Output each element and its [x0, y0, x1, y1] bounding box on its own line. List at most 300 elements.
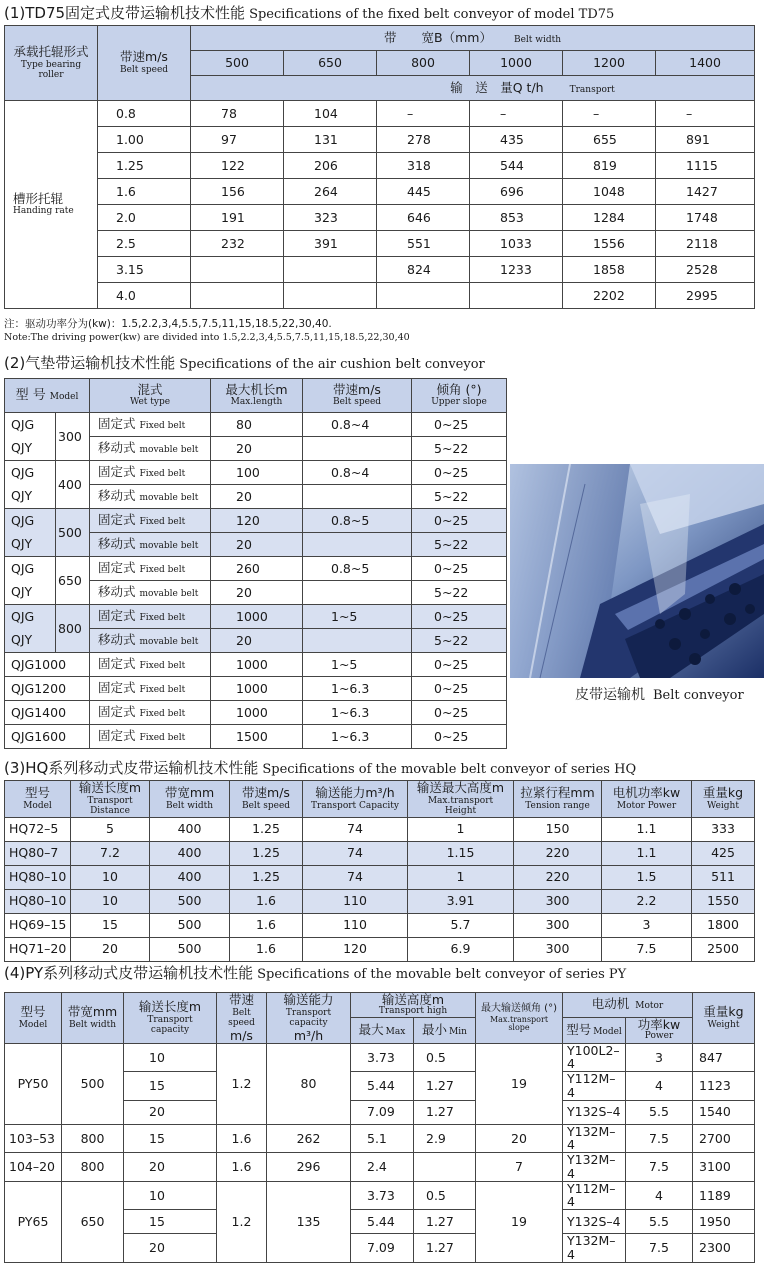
- py-weight-cell: 847: [693, 1043, 755, 1072]
- air-cushion-header: [5, 379, 507, 413]
- hq-value-cell: 333: [692, 817, 755, 841]
- model-size-cell: 500: [56, 509, 90, 557]
- air-cushion-row: [5, 653, 507, 677]
- model-cell: QJY: [5, 437, 56, 461]
- hq-value-cell: 110: [303, 913, 408, 937]
- py-max-cell: 3.73: [351, 1043, 414, 1072]
- hq-value-cell: 500: [150, 913, 230, 937]
- capacity-cell: 1284: [563, 205, 656, 231]
- hq-value-cell: 15: [71, 913, 150, 937]
- py-height-header: 输送高度m Transport high: [351, 993, 476, 1018]
- py-value-cell: 1.6: [217, 1124, 267, 1153]
- speed-cell: 0.8~4: [303, 413, 412, 437]
- model-cell: QJY: [5, 581, 56, 605]
- capacity-cell: 853: [470, 205, 563, 231]
- movable-type-cell: 移动式 movable belt: [90, 581, 211, 605]
- py-value-cell: 104–20: [5, 1153, 62, 1182]
- hq-row: [5, 841, 755, 865]
- width-500: 500: [191, 51, 284, 76]
- capacity-cell: 1048: [563, 179, 656, 205]
- width-800: 800: [377, 51, 470, 76]
- py-row: [5, 1181, 755, 1210]
- py-motor-model-cell: Y132S–4: [563, 1210, 626, 1234]
- capacity-cell: 97: [191, 127, 284, 153]
- slope-cell: 0~25: [412, 677, 507, 701]
- capacity-cell: [284, 283, 377, 309]
- capacity-cell: –: [470, 101, 563, 127]
- speed-cell: 1~6.3: [303, 677, 412, 701]
- py-length-header: 输送长度m Transport capacity: [124, 993, 217, 1044]
- py-width-header: 带宽mm Belt width: [62, 993, 124, 1044]
- model-cell: QJG1400: [5, 701, 90, 725]
- speed-cell: 0.8~5: [303, 509, 412, 533]
- capacity-cell: [191, 283, 284, 309]
- py-length-cell: 20: [124, 1100, 217, 1124]
- speed-cell: 1~5: [303, 605, 412, 629]
- hq-row: [5, 817, 755, 841]
- py-model-cell: PY65: [5, 1181, 62, 1262]
- capacity-cell: 2202: [563, 283, 656, 309]
- section1-title-cn: (1)TD75固定式皮带运输机技术性能: [4, 4, 246, 22]
- py-max-cell: 5.44: [351, 1210, 414, 1234]
- capacity-cell: 646: [377, 205, 470, 231]
- model-cell: QJG1200: [5, 677, 90, 701]
- fixed-type-cell: 固定式 Fixed belt: [90, 701, 211, 725]
- speed-cell: 3.15: [98, 257, 191, 283]
- speed-cell: [303, 629, 412, 653]
- hq-value-cell: 220: [514, 841, 602, 865]
- model-cell: QJG: [5, 413, 56, 437]
- section1-title-en: Specifications of the fixed belt conveyor of model TD75: [249, 7, 615, 22]
- py-model-header: 型号 Model: [5, 993, 62, 1044]
- hq-value-cell: 425: [692, 841, 755, 865]
- slope-cell: 5~22: [412, 485, 507, 509]
- slope-cell: 0~25: [412, 605, 507, 629]
- air-cushion-row: [5, 701, 507, 725]
- slope-cell: 0~25: [412, 413, 507, 437]
- py-power-header: 功率kw Power: [626, 1017, 693, 1043]
- length-cell: 20: [211, 581, 303, 605]
- td75-row: [5, 283, 755, 309]
- py-width-cell: 500: [62, 1043, 124, 1124]
- capacity-cell: 696: [470, 179, 563, 205]
- hq-value-cell: 5: [71, 817, 150, 841]
- hq-value-cell: 1: [408, 865, 514, 889]
- hq-model-cell: HQ80–10: [5, 889, 71, 913]
- section4-title-cn: (4)PY系列移动式皮带运输机技术性能: [4, 964, 254, 982]
- hq-value-cell: 1.25: [230, 841, 303, 865]
- py-value-cell: 262: [267, 1124, 351, 1153]
- slope-header: 倾角 (°) Upper slope: [412, 379, 507, 413]
- movable-type-cell: 移动式 movable belt: [90, 533, 211, 557]
- py-value-cell: 800: [62, 1153, 124, 1182]
- type-header: 混式 Wet type: [90, 379, 211, 413]
- py-value-cell: 800: [62, 1124, 124, 1153]
- capacity-cell: 1033: [470, 231, 563, 257]
- hq-value-cell: 500: [150, 889, 230, 913]
- hq-header-cell: 带速m/s Belt speed: [230, 781, 303, 818]
- slope-cell: 0~25: [412, 725, 507, 749]
- speed-cell: [303, 437, 412, 461]
- air-cushion-row: [5, 557, 507, 581]
- length-cell: 1000: [211, 701, 303, 725]
- speed-cell: 1.00: [98, 127, 191, 153]
- hq-value-cell: 1.25: [230, 817, 303, 841]
- capacity-cell: 278: [377, 127, 470, 153]
- model-cell: QJG: [5, 461, 56, 485]
- model-cell: QJY: [5, 629, 56, 653]
- hq-value-cell: 3: [602, 913, 692, 937]
- hq-header-cell: 输送能力m³/h Transport Capacity: [303, 781, 408, 818]
- capacity-cell: 156: [191, 179, 284, 205]
- model-cell: QJG: [5, 605, 56, 629]
- slope-cell: 5~22: [412, 437, 507, 461]
- py-power-cell: 5.5: [626, 1100, 693, 1124]
- speed-cell: 0.8~4: [303, 461, 412, 485]
- model-cell: QJG: [5, 509, 56, 533]
- py-weight-cell: 1123: [693, 1072, 755, 1101]
- py-power-cell: 7.5: [626, 1234, 693, 1263]
- py-motor-model-cell: Y112M–4: [563, 1072, 626, 1101]
- speed-cell: 0.8: [98, 101, 191, 127]
- capacity-cell: 824: [377, 257, 470, 283]
- model-header: 型 号 Model: [5, 379, 90, 413]
- hq-value-cell: 1.15: [408, 841, 514, 865]
- slope-cell: 0~25: [412, 509, 507, 533]
- capacity-cell: 2118: [656, 231, 755, 257]
- fixed-type-cell: 固定式 Fixed belt: [90, 413, 211, 437]
- roller-type-cell: 槽形托辊 Handing rate: [5, 101, 98, 309]
- capacity-cell: –: [377, 101, 470, 127]
- hq-model-cell: HQ80–10: [5, 865, 71, 889]
- hq-value-cell: 500: [150, 937, 230, 961]
- hq-value-cell: 511: [692, 865, 755, 889]
- fixed-type-cell: 固定式 Fixed belt: [90, 653, 211, 677]
- speed-cell: 2.5: [98, 231, 191, 257]
- length-cell: 120: [211, 509, 303, 533]
- td75-row: [5, 205, 755, 231]
- hq-row: [5, 937, 755, 961]
- model-size-cell: 800: [56, 605, 90, 653]
- py-value-cell: 296: [267, 1153, 351, 1182]
- hq-value-cell: 300: [514, 937, 602, 961]
- py-weight-cell: 1189: [693, 1181, 755, 1210]
- model-cell: QJY: [5, 533, 56, 557]
- model-size-cell: 300: [56, 413, 90, 461]
- hq-row: [5, 889, 755, 913]
- py-min-cell: 0.5: [414, 1181, 476, 1210]
- section3-title-cn: (3)HQ系列移动式皮带运输机技术性能: [4, 759, 259, 777]
- air-cushion-row: [5, 413, 507, 437]
- td75-note: [4, 318, 410, 344]
- hq-value-cell: 1550: [692, 889, 755, 913]
- py-power-cell: 4: [626, 1181, 693, 1210]
- py-motor-model-cell: Y100L2–4: [563, 1043, 626, 1072]
- py-row: [5, 1043, 755, 1072]
- hq-header-cell: 型号 Model: [5, 781, 71, 818]
- py-value-cell: 103–53: [5, 1124, 62, 1153]
- hq-value-cell: 3.91: [408, 889, 514, 913]
- capacity-cell: 544: [470, 153, 563, 179]
- hq-value-cell: 6.9: [408, 937, 514, 961]
- capacity-cell: 435: [470, 127, 563, 153]
- py-min-cell: 1.27: [414, 1210, 476, 1234]
- hq-value-cell: 1.25: [230, 865, 303, 889]
- caption-cn: 皮带运输机: [575, 687, 645, 703]
- length-cell: 20: [211, 629, 303, 653]
- hq-value-cell: 2500: [692, 937, 755, 961]
- speed-cell: [303, 533, 412, 557]
- py-power-cell: 4: [626, 1072, 693, 1101]
- section3-title-en: Specifications of the movable belt conveyor of series HQ: [262, 762, 637, 777]
- movable-type-cell: 移动式 movable belt: [90, 629, 211, 653]
- speed-cell: 1~6.3: [303, 725, 412, 749]
- air-cushion-row: [5, 725, 507, 749]
- hq-value-cell: 1.5: [602, 865, 692, 889]
- py-length-cell: 10: [124, 1043, 217, 1072]
- section4-title-en: Specifications of the movable belt conveyor of series PY: [257, 967, 627, 982]
- air-cushion-row: [5, 509, 507, 533]
- py-motor-model-cell: Y132M–4: [563, 1234, 626, 1263]
- hq-value-cell: 1.6: [230, 913, 303, 937]
- capacity-cell: 232: [191, 231, 284, 257]
- note-cn: 注：驱动功率分为(kw)：1.5,2.2,3,4,5.5,7.5,11,15,18.5,22,30,40.: [4, 318, 332, 330]
- section2-title-cn: (2)气垫带运输机技术性能: [4, 354, 176, 372]
- py-min-cell: 1.27: [414, 1100, 476, 1124]
- note-en: Note:The driving power(kw) are divided into 1.5,2.2,3,4,5.5,7.5,11,15,18.5,22,30,40: [4, 332, 410, 343]
- py-length-cell: 15: [124, 1072, 217, 1101]
- hq-value-cell: 1.6: [230, 937, 303, 961]
- length-cell: 1000: [211, 677, 303, 701]
- capacity-cell: 1115: [656, 153, 755, 179]
- hq-value-cell: 110: [303, 889, 408, 913]
- fixed-type-cell: 固定式 Fixed belt: [90, 461, 211, 485]
- py-capacity-cell: 80: [267, 1043, 351, 1124]
- td75-row: [5, 231, 755, 257]
- py-value-cell: 1.6: [217, 1153, 267, 1182]
- hq-model-cell: HQ80–7: [5, 841, 71, 865]
- py-value-cell: 2700: [693, 1124, 755, 1153]
- py-table: [4, 992, 755, 1263]
- hq-value-cell: 400: [150, 817, 230, 841]
- capacity-cell: 318: [377, 153, 470, 179]
- hq-value-cell: 74: [303, 817, 408, 841]
- py-weight-cell: 2300: [693, 1234, 755, 1263]
- capacity-cell: [191, 257, 284, 283]
- py-capacity-header: 输送能力 Transport capacity m³/h: [267, 993, 351, 1044]
- slope-cell: 0~25: [412, 701, 507, 725]
- py-power-cell: 3: [626, 1043, 693, 1072]
- hq-header-cell: 输送长度m Transport Distance: [71, 781, 150, 818]
- capacity-cell: 2528: [656, 257, 755, 283]
- capacity-cell: 2995: [656, 283, 755, 309]
- slope-cell: 0~25: [412, 653, 507, 677]
- py-value-cell: 7.5: [626, 1124, 693, 1153]
- hq-value-cell: 300: [514, 913, 602, 937]
- py-value-cell: 2.9: [414, 1124, 476, 1153]
- py-value-cell: 5.1: [351, 1124, 414, 1153]
- py-max-cell: 5.44: [351, 1072, 414, 1101]
- fixed-type-cell: 固定式 Fixed belt: [90, 725, 211, 749]
- photo-caption: [575, 684, 744, 704]
- py-value-cell: 20: [124, 1153, 217, 1182]
- hq-value-cell: 74: [303, 841, 408, 865]
- hq-model-cell: HQ71–20: [5, 937, 71, 961]
- capacity-cell: 206: [284, 153, 377, 179]
- py-slope-header: 最大输送倾角 (°) Max.transport slope: [476, 993, 563, 1044]
- capacity-cell: 264: [284, 179, 377, 205]
- hq-value-cell: 300: [514, 889, 602, 913]
- slope-cell: 5~22: [412, 533, 507, 557]
- model-cell: QJG1000: [5, 653, 90, 677]
- speed-cell: 1.6: [98, 179, 191, 205]
- py-weight-cell: 1950: [693, 1210, 755, 1234]
- slope-cell: 0~25: [412, 461, 507, 485]
- capacity-cell: –: [563, 101, 656, 127]
- capacity-cell: 104: [284, 101, 377, 127]
- max-length-header: 最大机长m Max.length: [211, 379, 303, 413]
- hq-table: [4, 780, 755, 962]
- length-cell: 100: [211, 461, 303, 485]
- belt-width-header: 带 宽B（mm） Belt width: [191, 26, 755, 51]
- belt-conveyor-image: [510, 464, 764, 678]
- py-motor-model-header: 型号 Model: [563, 1017, 626, 1043]
- hq-row: [5, 913, 755, 937]
- speed-cell: [303, 581, 412, 605]
- capacity-cell: 891: [656, 127, 755, 153]
- hq-value-cell: 400: [150, 841, 230, 865]
- model-size-cell: 650: [56, 557, 90, 605]
- hq-value-cell: 1.6: [230, 889, 303, 913]
- py-model-cell: PY50: [5, 1043, 62, 1124]
- py-value-cell: 7: [476, 1153, 563, 1182]
- movable-type-cell: 移动式 movable belt: [90, 437, 211, 461]
- capacity-cell: 78: [191, 101, 284, 127]
- hq-value-cell: 7.5: [602, 937, 692, 961]
- capacity-cell: 323: [284, 205, 377, 231]
- py-max-cell: 3.73: [351, 1181, 414, 1210]
- py-speed-cell: 1.2: [217, 1181, 267, 1262]
- hq-value-cell: 400: [150, 865, 230, 889]
- speed-cell: 1~6.3: [303, 701, 412, 725]
- hq-value-cell: 220: [514, 865, 602, 889]
- length-cell: 1000: [211, 605, 303, 629]
- py-slope-cell: 19: [476, 1181, 563, 1262]
- hq-row: [5, 865, 755, 889]
- td75-row: [5, 153, 755, 179]
- hq-value-cell: 74: [303, 865, 408, 889]
- capacity-cell: 1427: [656, 179, 755, 205]
- py-min-header: 最小 Min: [414, 1017, 476, 1043]
- length-cell: 20: [211, 485, 303, 509]
- length-cell: 80: [211, 413, 303, 437]
- section2-title: [4, 353, 485, 375]
- hq-value-cell: 10: [71, 865, 150, 889]
- hq-value-cell: 5.7: [408, 913, 514, 937]
- py-motor-model-cell: Y112M–4: [563, 1181, 626, 1210]
- air-cushion-table: [4, 378, 507, 749]
- hq-value-cell: 2.2: [602, 889, 692, 913]
- py-motor-model-cell: Y132S–4: [563, 1100, 626, 1124]
- speed-cell: 0.8~5: [303, 557, 412, 581]
- py-value-cell: [414, 1153, 476, 1182]
- width-1400: 1400: [656, 51, 755, 76]
- capacity-cell: 122: [191, 153, 284, 179]
- py-width-cell: 650: [62, 1181, 124, 1262]
- width-650: 650: [284, 51, 377, 76]
- hq-value-cell: 150: [514, 817, 602, 841]
- slope-cell: 5~22: [412, 581, 507, 605]
- model-size-cell: 400: [56, 461, 90, 509]
- hq-header-cell: 输送最大高度m Max.transport Height: [408, 781, 514, 818]
- movable-type-cell: 移动式 movable belt: [90, 485, 211, 509]
- py-speed-header: 带速 Belt speed m/s: [217, 993, 267, 1044]
- py-motor-header: 电动机 Motor: [563, 993, 693, 1018]
- capacity-cell: –: [656, 101, 755, 127]
- py-row: [5, 1124, 755, 1153]
- transport-header: 输 送 量Q t/h Transport: [191, 76, 755, 101]
- hq-header-cell: 带宽mm Belt width: [150, 781, 230, 818]
- fixed-type-cell: 固定式 Fixed belt: [90, 557, 211, 581]
- fixed-type-cell: 固定式 Fixed belt: [90, 605, 211, 629]
- belt-conveyor-photo: [510, 464, 764, 678]
- belt-speed-header: 带速m/s Belt speed: [303, 379, 412, 413]
- py-value-cell: 3100: [693, 1153, 755, 1182]
- py-max-header: 最大 Max: [351, 1017, 414, 1043]
- capacity-cell: 1748: [656, 205, 755, 231]
- hq-value-cell: 1800: [692, 913, 755, 937]
- py-slope-cell: 19: [476, 1043, 563, 1124]
- section2-title-en: Specifications of the air cushion belt conveyor: [179, 357, 485, 372]
- py-min-cell: 0.5: [414, 1043, 476, 1072]
- py-min-cell: 1.27: [414, 1072, 476, 1101]
- speed-cell: 4.0: [98, 283, 191, 309]
- capacity-cell: 551: [377, 231, 470, 257]
- speed-cell: 1~5: [303, 653, 412, 677]
- capacity-cell: 655: [563, 127, 656, 153]
- py-weight-header: 重量kg Weight: [693, 993, 755, 1044]
- slope-cell: 5~22: [412, 629, 507, 653]
- py-value-cell: Y132M–4: [563, 1153, 626, 1182]
- air-cushion-row: [5, 605, 507, 629]
- hq-value-cell: 1: [408, 817, 514, 841]
- capacity-cell: [284, 257, 377, 283]
- capacity-cell: [377, 283, 470, 309]
- capacity-cell: 819: [563, 153, 656, 179]
- section1-title: [4, 3, 614, 25]
- hq-header-row: [5, 781, 755, 818]
- hq-value-cell: 1.1: [602, 817, 692, 841]
- length-cell: 20: [211, 533, 303, 557]
- length-cell: 1000: [211, 653, 303, 677]
- fixed-type-cell: 固定式 Fixed belt: [90, 677, 211, 701]
- model-cell: QJY: [5, 485, 56, 509]
- py-max-cell: 7.09: [351, 1100, 414, 1124]
- air-cushion-row: [5, 677, 507, 701]
- py-length-cell: 20: [124, 1234, 217, 1263]
- py-value-cell: 15: [124, 1124, 217, 1153]
- width-1000: 1000: [470, 51, 563, 76]
- py-length-cell: 15: [124, 1210, 217, 1234]
- speed-cell: [303, 485, 412, 509]
- hq-header-cell: 电机功率kw Motor Power: [602, 781, 692, 818]
- py-length-cell: 10: [124, 1181, 217, 1210]
- belt-speed-header: 带速m/s Belt speed: [98, 26, 191, 101]
- roller-type-header: 承载托辊形式 Type bearing roller: [5, 26, 98, 101]
- caption-en: Belt conveyor: [653, 688, 744, 703]
- capacity-cell: [470, 283, 563, 309]
- capacity-cell: 1858: [563, 257, 656, 283]
